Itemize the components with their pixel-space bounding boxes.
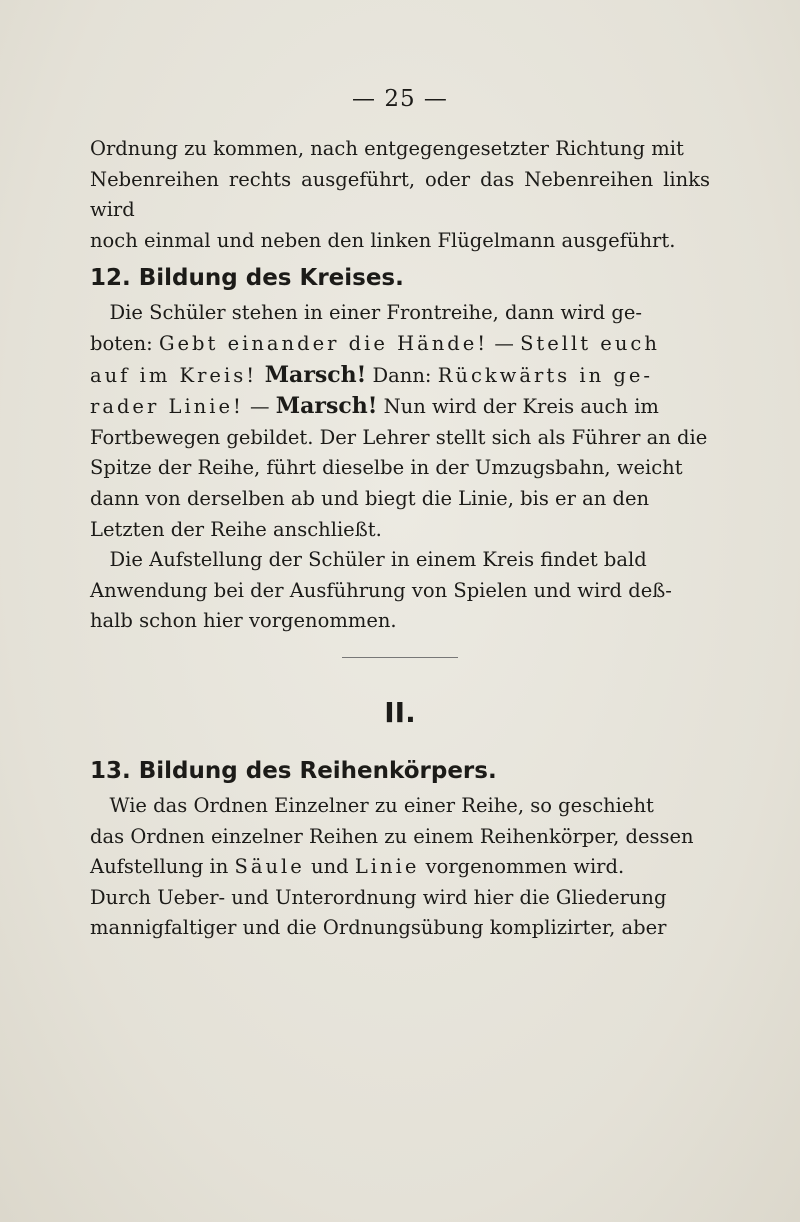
emphasis-text: Säule [234, 855, 305, 879]
page-number: — 25 — [352, 86, 448, 112]
text-line [90, 545, 710, 576]
text-run: Die Aufstellung der Schüler in einem Kreis findet bald [109, 548, 647, 572]
text-line: halb schon hier vorgenommen. [90, 609, 397, 633]
page-body [90, 134, 710, 944]
section-divider [342, 657, 458, 658]
text-run: und [304, 855, 355, 879]
text-line: Nebenreihen rechts ausgeführt, oder das Nebenreihen links wird [90, 167, 710, 222]
text-line: Durch Ueber- und Unterordnung wird hier die Gliederung [90, 885, 667, 909]
text-line: das Ordnen einzelner Reihen zu einem Reihenkörper, dessen [90, 824, 694, 848]
command-text: Rückwärts in ge- [437, 363, 653, 387]
text-line: Fortbewegen gebildet. Der Lehrer stellt sich als Führer an die [90, 425, 708, 449]
command-text: Gebt einander die Hände! [158, 331, 489, 355]
text-run: Nun wird der Kreis auch im [377, 395, 659, 419]
heading-number: 12. [90, 265, 131, 292]
text-run: — [243, 395, 276, 419]
text-run: — [488, 331, 521, 355]
text-run: boten: [90, 331, 159, 355]
command-text: auf im Kreis! [90, 363, 258, 387]
text-run: Dann: [366, 363, 438, 387]
command-text: rader Linie! [90, 395, 244, 419]
text-line [90, 360, 710, 392]
emphasis-text: Linie [354, 855, 420, 879]
text-line: noch einmal und neben den linken Flügelmann ausgeführt. [90, 228, 676, 252]
text-line [90, 391, 710, 423]
text-line [90, 791, 710, 822]
paragraph-aufstellung [90, 545, 710, 637]
heading-title: Bildung des Reihenkörpers. [138, 757, 497, 784]
paragraph-reihenkoerper [90, 791, 710, 944]
text-line: dann von derselben ab und biegt die Linie, bis er an den [90, 486, 650, 510]
text-line [90, 298, 710, 329]
heading-number: 13. [90, 757, 131, 784]
heading-title: Bildung des Kreises. [138, 265, 404, 292]
text-line [90, 852, 710, 883]
text-line: Anwendung bei der Ausführung von Spielen und wird deß- [90, 578, 672, 602]
text-line [90, 329, 710, 360]
text-run: Aufstellung in [90, 855, 235, 879]
section-number: II. [384, 695, 416, 729]
command-bold: Marsch! [275, 393, 378, 420]
text-run: Die Schüler stehen in einer Frontreihe, dann wird ge- [109, 301, 642, 325]
text-run: Wie das Ordnen Einzelner zu einer Reihe, so geschieht [109, 793, 654, 817]
text-line: Spitze der Reihe, führt dieselbe in der Umzugsbahn, weicht [90, 456, 683, 480]
command-bold: Marsch! [257, 361, 367, 388]
text-line: Letzten der Reihe anschließt. [90, 517, 382, 541]
text-run: vorgenommen wird. [419, 855, 625, 879]
text-line: Ordnung zu kommen, nach entgegengesetzter Richtung mit [90, 137, 684, 160]
command-text: Stellt euch [520, 331, 660, 355]
heading-12 [90, 262, 710, 294]
paragraph-continuation [90, 134, 710, 256]
heading-13 [90, 755, 710, 787]
paragraph-kreis [90, 298, 710, 545]
text-line: mannigfaltiger und die Ordnungsübung komplizirter, aber [90, 916, 667, 940]
